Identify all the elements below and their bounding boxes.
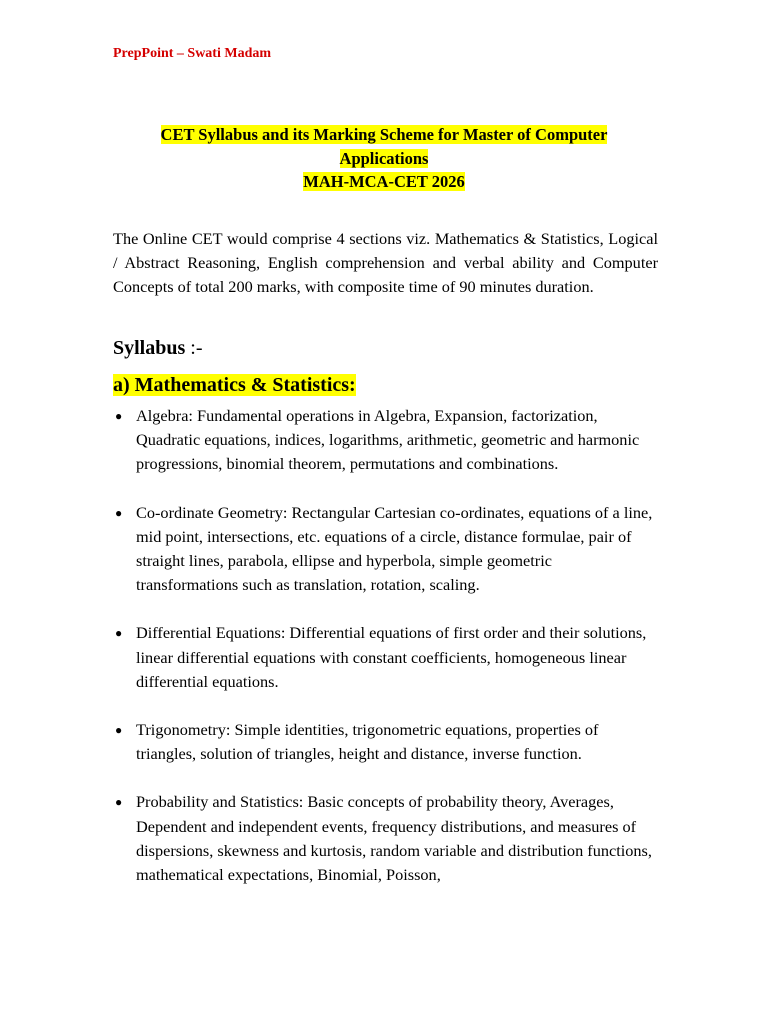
bullet-icon: ●: [115, 723, 123, 738]
bullet-icon: ●: [115, 626, 123, 641]
list-item: [113, 501, 658, 598]
section-a-heading: [113, 374, 356, 397]
brand-header: PrepPoint – Swati Madam: [113, 46, 272, 61]
title-line-1: CET Syllabus and its Marking Scheme for Master of Computer: [160, 125, 608, 144]
list-item: [113, 404, 658, 477]
topic-text: Algebra: Fundamental operations in Algebra, Expansion, factorization, Quadratic equations, indices, logarithms, arithmetic, geometric and harmonic progressions, binomial theorem, permutations and combinations.: [136, 406, 640, 474]
topic-text: Differential Equations: Differential equations of first order and their solutions, linear differential equations with constant coefficients, homogeneous linear differential equations.: [136, 623, 647, 691]
topic-text: Trigonometry: Simple identities, trigonometric equations, properties of triangles, solution of triangles, height and distance, inverse function.: [136, 720, 599, 764]
bullet-icon: ●: [115, 409, 123, 423]
topic-text: Co-ordinate Geometry: Rectangular Cartesian co-ordinates, equations of a line, mid point, intersections, etc. equations of a circle, distance formulae, pair of straight lines, parabola, ellipse and hyperbola, simple geometric transformations such as translation, rotation, scaling.: [136, 502, 653, 595]
list-item: [113, 718, 658, 766]
syllabus-heading-dash: :-: [190, 337, 203, 359]
intro-paragraph: The Online CET would comprise 4 sections viz. Mathematics & Statistics, Logical / Abstract Reasoning, English comprehension and verbal ability and Computer Concepts of total 200 marks, with composite time of 90 minutes duration.: [113, 229, 658, 297]
section-a-heading-label: a) Mathematics & Statistics:: [113, 374, 356, 396]
syllabus-heading: [113, 337, 202, 360]
list-item: [113, 790, 658, 887]
list-item: [113, 621, 658, 694]
document-title: [113, 123, 655, 194]
title-line-3: MAH-MCA-CET 2026: [303, 172, 465, 191]
topic-text: Probability and Statistics: Basic concepts of probability theory, Averages, Dependent and independent events, frequency distributions, and measures of dispersions, skewness and kurtosis, random variable and distribution functions, mathematical expectations, Binomial, Poisson,: [136, 792, 652, 885]
title-line-2: Applications: [339, 148, 429, 168]
syllabus-heading-label: Syllabus: [113, 337, 186, 359]
bullet-icon: ●: [115, 795, 123, 810]
section-a-topic-list: [113, 404, 658, 911]
bullet-icon: ●: [115, 505, 123, 520]
